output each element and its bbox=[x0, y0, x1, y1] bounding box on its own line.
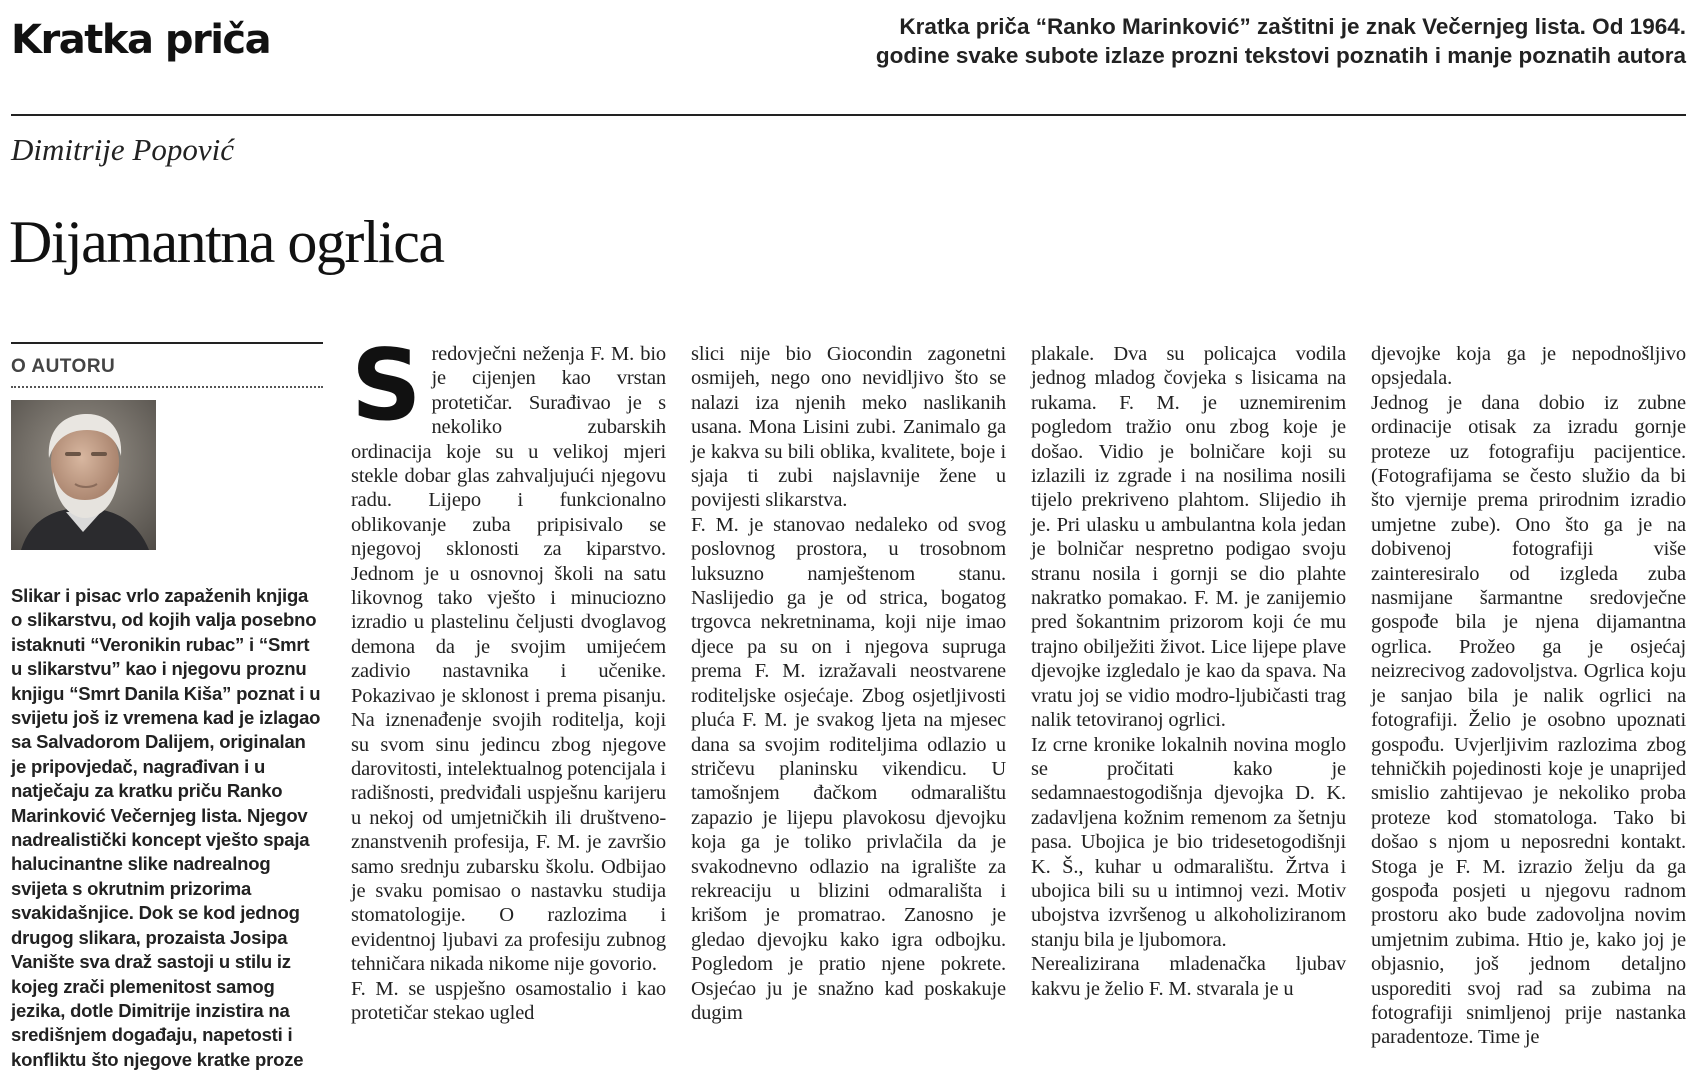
author-portrait-photo bbox=[11, 400, 156, 550]
article-author: Dimitrije Popović bbox=[11, 132, 234, 167]
tagline-line: godine svake subote izlaze prozni tekstovi poznatih i manje poznatih autora bbox=[875, 43, 1686, 68]
article-paragraph: Nerealizirana mladenačka ljubav kakvu je želio F. M. stvarala je u bbox=[1031, 953, 1346, 1000]
article-paragraph: djevojke koja ga je nepodnošljivo opsjedala. bbox=[1371, 343, 1686, 390]
sidebar-dotted-divider bbox=[11, 386, 323, 388]
about-author-box bbox=[11, 342, 323, 1072]
article-paragraph: Iz crne kronike lokalnih novina moglo se pročitati kako je sedamnaestogodišnja djevojka D. K. zadavljena kožnim remenom za šetnju pasa. Ubojica je bio tridesetogodišnji K. Š., kuhar u odmaralištu. Žrtva i ubojica bili su u intimnoj vezi. Motiv ubojstva izvršenog u alkoholiziranom stanju bila je ljubomora. bbox=[1031, 733, 1346, 951]
article-paragraph: plakale. Dva su policajca vodila jednog mladog čovjeka s lisicama na rukama. F. M. je uznemirenim pogledom tražio onu zbog koje je došao. Vidio je bolničare koji su izlazili iz zgrade i na nosilima nosili tijelo prekriveno plahtom. Slijedio ih je. Pri ulasku u ambulantna kola jedan je bolničar nespretno podigao svoju stranu nosila i gornji se dio plahte nakratko pomakao. F. M. je zanijemio pred šokantnim prizorom koji će mu trajno obilježiti život. Lice lijepe plave djevojke izgledalo je kao da spava. Na vratu joj se vidio modro-ljubičasti trag nalik tetoviranoj ogrlici. bbox=[1031, 343, 1346, 732]
article-column-2 bbox=[691, 342, 1006, 1025]
section-tagline bbox=[826, 12, 1686, 70]
article-paragraph: slici nije bio Giocondin zagonetni osmijeh, nego ono nevidljivo što se nalazi iza njenih meko naslikanih usana. Mona Lisini zubi. Zanimalo ga je kakva su bili oblika, kvalitete, boje i sjaja ti zubi najslavnije žene u povijesti slikarstva. bbox=[691, 343, 1006, 512]
paragraph-text: redovječni neženja F. M. bio je cijenjen kao vrstan protetičar. Surađivao je s nekoliko zubarskih ordinacija koje su u velikoj mjeri stekle dobar glas zahvaljujući njegovu radu. Lijepo i funkcionalno oblikovanje zuba pripisivalo se njegovoj sklonosti za kiparstvo. Jednom je u osnovnoj školi na satu likovnog tako vješto i minuciozno izradio u plastelinu čeljusti dvoglavog demona da je svojim umijećem zadivio nastavnika i učenike. Pokazivao je sklonost i prema pisanju. Na iznenađenje svojih roditelja, koji su svom sinu jedincu zbog njegove darovitosti, intelektualnog potencijala i radišnosti, predviđali uspješnu karijeru u nekoj od umjetničkih ili društveno-znanstvenih profesija, F. M. je završio samo srednju zubarsku školu. Odbijao je svaku pomisao o nastavku studija stomatologije. O razlozima i evidentnoj ljubavi za profesiju zubnog tehničara nikada nikome nije govorio. bbox=[351, 343, 666, 976]
article-paragraph: F. M. je stanovao nedaleko od svog poslovnog prostora, u trosobnom luksuzno namještenom stanu. Naslijedio ga je od strica, bogatog trgovca nekretninama, koji nije imao djece pa su on i njegova supruga prema F. M. izražavali neostvarene roditeljske osjećaje. Zbog osjetljivosti pluća F. M. je svakog ljeta na mjesec dana sa svojim roditeljima odlazio u stričevu planinsku vikendicu. U tamošnjem đačkom odmaralištu zapazio je lijepu plavokosu djevojku koja ga je toliko privlačila da je svakodnevno odlazio na igralište za rekreaciju u blizini odmarališta i krišom je promatrao. Zanosno je gledao djevojku kako igra odbojku. Pogledom je pratio njene pokrete. Osjećao ju je snažno kad poskakuje dugim bbox=[691, 513, 1006, 1024]
tagline-line: Kratka priča “Ranko Marinković” zaštitni je znak Večernjeg lista. Od 1964. bbox=[899, 14, 1686, 39]
sidebar-divider bbox=[11, 342, 323, 344]
header-divider bbox=[11, 114, 1686, 116]
about-author-heading: O AUTORU bbox=[11, 356, 116, 377]
drop-cap: S bbox=[351, 329, 422, 443]
article-column-3 bbox=[1031, 342, 1346, 1001]
article-paragraph: Jednog je dana dobio iz zubne ordinacije otisak za izradu gornje proteze uz fotografiju pacijentice. (Fotografijama se često služio da bi što vjernije prema prirodnim izradio umjetne zube). Ono što ga je na dobivenoj fotografiji više zainteresiralo od izgleda zuba nasmijane šarmantne sredovječne gospođe bila je njena dijamantna ogrlica. Prožeo ga je osjećaj neizrecivog zadovoljstva. Ogrlica koju je sanjao bila je nalik ogrlici na fotografiji. Želio je osobno upoznati gospođu. Uvjerljivim razlozima zbog tehničkih pojedinosti koje je unaprijed smislio zahtijevao je nekoliko proba proteze kod stomatologa. Tako bi došao s njom u neposredni kontakt. Stoga je F. M. izrazio želju da ga gospođa posjeti u njegovu radnom prostoru ako bude zadovoljna novim umjetnim zubima. Htio je, kako joj je objasnio, još jednom detaljno usporediti svoj rad sa zubima na fotografiji snimljenoj prije nastanka paradentoze. Time je bbox=[1371, 391, 1686, 1049]
article-column-1 bbox=[351, 329, 666, 1025]
article-paragraph: F. M. se uspješno osamostalio i kao protetičar stekao ugled bbox=[351, 977, 666, 1024]
article-paragraph bbox=[351, 329, 666, 977]
article-title: Dijamantna ogrlica bbox=[9, 209, 444, 275]
section-title: Kratka priča bbox=[11, 17, 271, 63]
article-column-4 bbox=[1371, 342, 1686, 1050]
author-bio: Slikar i pisac vrlo zapaženih knjiga o slikarstvu, od kojih valja posebno istaknuti “Veronikin rubac” i “Smrt u slikarstvu” kao i njegovu proznu knjigu “Smrt Danila Kiša” poznat i u svijetu još iz vremena kad je izlagao sa Salvadorom Dalijem, originalan je pripovjedač, nagrađivan i u natječaju za kratku priču Ranko Marinković Večernjeg lista. Njegov nadrealistički koncept vješto spaja halucinantne slike nadrealnog svijeta s okrutnim prizorima svakidašnjice. Dok se kod jednog drugog slikara, prozaista Josipa Vanište sva draž sastoji u stilu iz kojeg zrači plemenitost samog jezika, dotle Dimitrije inzistira na središnjem događaju, napetosti i konfliktu što njegove kratke proze bbox=[11, 585, 321, 1070]
